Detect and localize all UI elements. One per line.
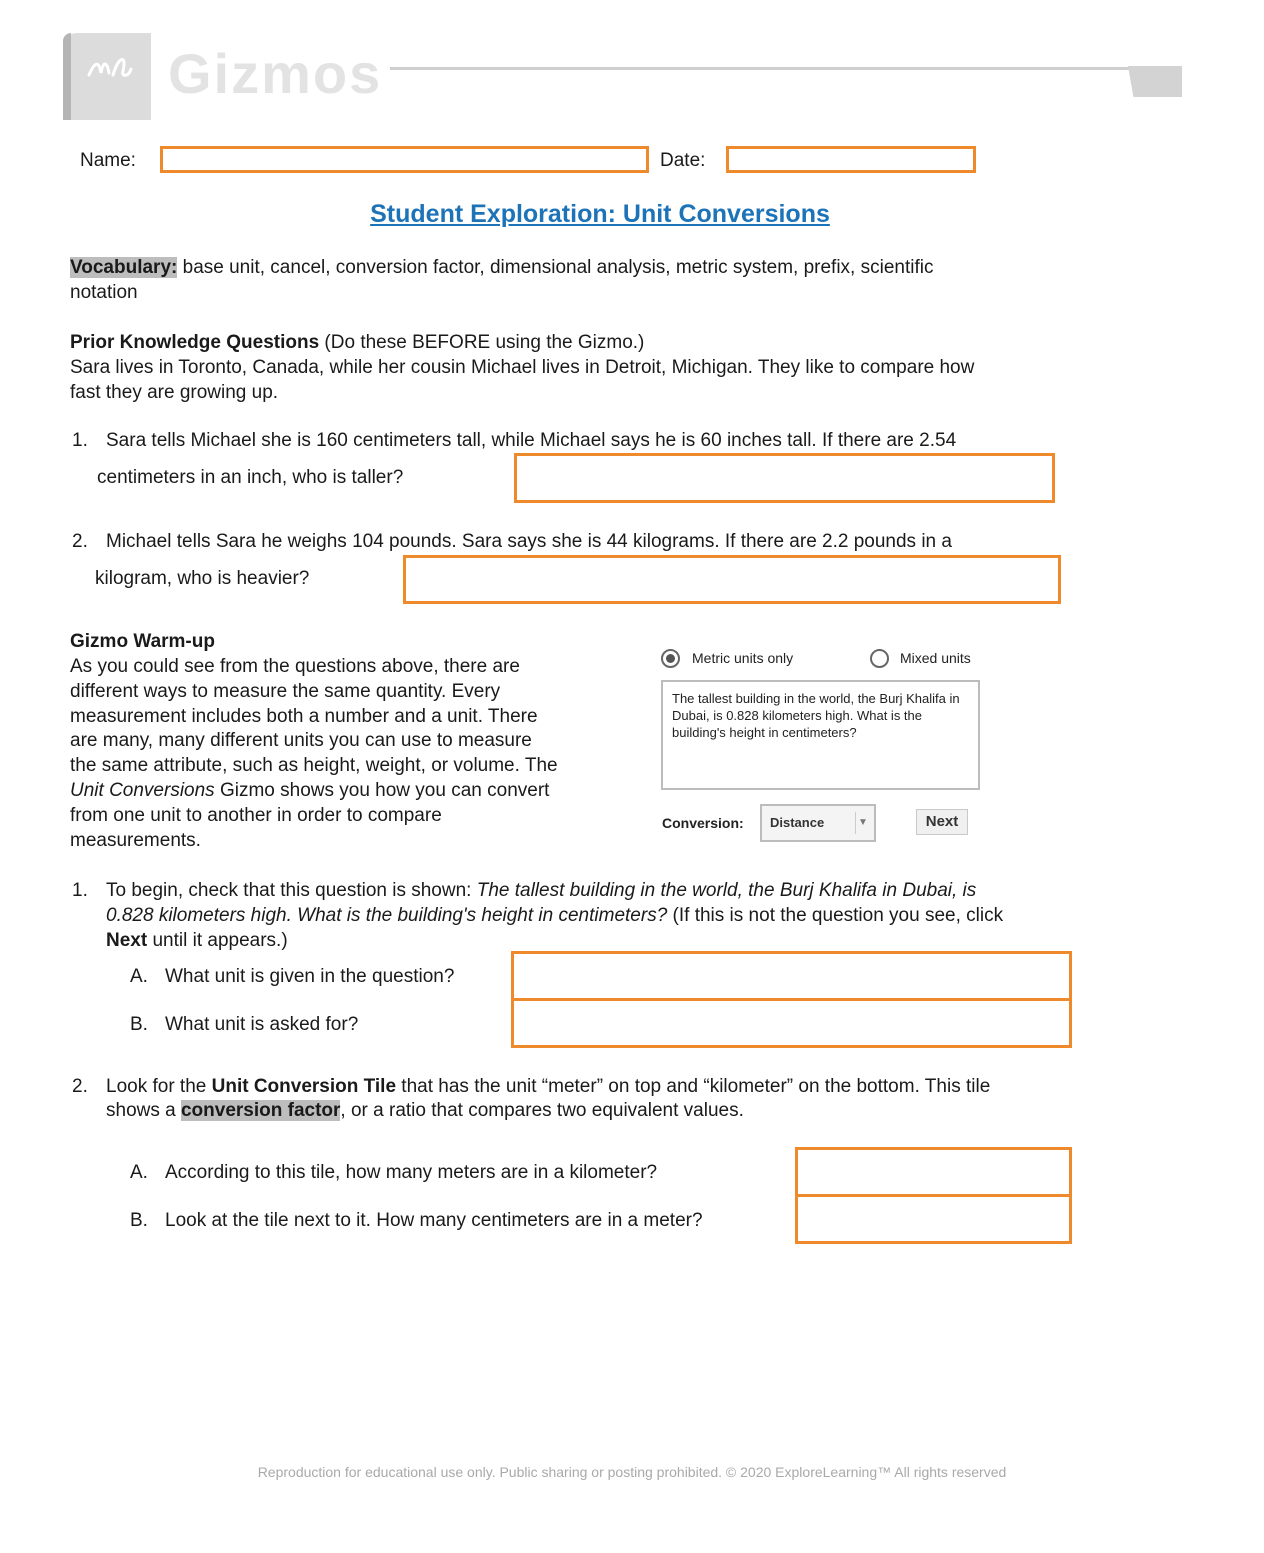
gizmos-logo-block [63, 33, 151, 120]
header-tab [1128, 66, 1182, 97]
prior-note: (Do these BEFORE using the Gizmo.) [319, 332, 645, 353]
warmup-q1-line-3 [106, 928, 288, 953]
warmup-q1a-label: A. [130, 966, 148, 987]
warmup-line-1: As you could see from the questions above, there are [70, 656, 520, 677]
warmup-q2b-answer-box[interactable] [795, 1194, 1072, 1244]
header-rule [390, 67, 1142, 70]
warmup-q2-line-1a: Look for the [106, 1076, 212, 1097]
vocabulary-terms: base unit, cancel, conversion factor, dimensional analysis, metric system, prefix, scientific [177, 257, 934, 278]
prior-intro-1: Sara lives in Toronto, Canada, while her cousin Michael lives in Detroit, Michigan. They like to compare how [70, 357, 975, 378]
warmup-q1b-answer-box[interactable] [511, 998, 1072, 1048]
page-title: Student Exploration: Unit Conversions [370, 200, 830, 228]
vocabulary-line-2: notation [70, 282, 138, 303]
gizmo-question-text: The tallest building in the world, the Burj Khalifa in Dubai, is 0.828 kilometers high. What is the building's height in centimeters? [672, 691, 960, 740]
warmup-line-7: from one unit to another in order to compare [70, 805, 442, 826]
prior-q1-number: 1. [72, 430, 88, 451]
warmup-q1-line-1 [106, 878, 976, 903]
unit-conversion-tile-term: Unit Conversion Tile [211, 1076, 397, 1097]
warmup-q2a-label: A. [130, 1162, 148, 1183]
name-field[interactable] [160, 146, 649, 173]
warmup-q2b-label: B. [130, 1210, 148, 1231]
warmup-q1-line-1a: To begin, check that this question is shown: [106, 880, 477, 901]
warmup-heading [70, 629, 215, 654]
conversion-select-value: Distance [770, 815, 825, 830]
logo-script-icon [85, 51, 135, 83]
warmup-line-6 [70, 778, 549, 803]
warmup-q1-line-2a: 0.828 kilometers high. What is the building's height in centimeters? [106, 905, 668, 926]
prior-q1-line-2: centimeters in an inch, who is taller? [97, 467, 404, 488]
warmup-q2a-text: According to this tile, how many meters are in a kilometer? [165, 1162, 658, 1183]
prior-q2-line-1: Michael tells Sara he weighs 104 pounds. Sara says she is 44 kilograms. If there are 2.2 pounds in a [106, 531, 952, 552]
warmup-q2b-text: Look at the tile next to it. How many centimeters are in a meter? [165, 1210, 703, 1231]
prior-heading-line [70, 330, 644, 355]
warmup-heading-text: Gizmo Warm-up [70, 631, 215, 652]
logo-stem [63, 33, 71, 120]
warmup-q1-number: 1. [72, 880, 88, 901]
radio-metric-label: Metric units only [692, 650, 794, 666]
warmup-q1-line-2b: (If this is not the question you see, click [667, 905, 1004, 926]
prior-q2-line-2: kilogram, who is heavier? [95, 568, 310, 589]
date-label: Date: [660, 150, 706, 171]
chevron-down-icon: ▼ [855, 812, 870, 834]
warmup-line-4: are many, many different units you can use to measure [70, 730, 532, 751]
prior-heading: Prior Knowledge Questions [70, 332, 320, 353]
warmup-q2a-answer-box[interactable] [795, 1147, 1072, 1197]
warmup-q2-line-2b: , or a ratio that compares two equivalent values. [340, 1100, 744, 1121]
footer-copyright: Reproduction for educational use only. Public sharing or posting prohibited. © 2020 ExploreLearning™ All rights reserved [257, 1464, 1007, 1480]
name-label: Name: [80, 150, 136, 171]
warmup-line-6-rest: Gizmo shows you how you can convert [214, 780, 550, 801]
prior-q2-answer-box[interactable] [403, 555, 1061, 604]
conversion-factor-term: conversion factor [180, 1100, 341, 1121]
warmup-q1-line-1b: The tallest building in the world, the Burj Khalifa in Dubai, is [476, 880, 977, 901]
next-keyword: Next [106, 930, 148, 951]
warmup-q2-number: 2. [72, 1076, 88, 1097]
warmup-line-2: different ways to measure the same quantity. Every [70, 681, 501, 702]
next-button[interactable]: Next [916, 809, 968, 835]
warmup-q1a-answer-box[interactable] [511, 951, 1072, 1001]
prior-q2-number: 2. [72, 531, 88, 552]
gizmo-name: Unit Conversions [70, 780, 215, 801]
warmup-q2-line-2a: shows a [106, 1100, 181, 1121]
warmup-q2-line-2 [106, 1098, 744, 1123]
vocabulary-line-1 [70, 255, 933, 280]
warmup-q1-line-3-rest: until it appears.) [147, 930, 288, 951]
prior-intro-2: fast they are growing up. [70, 382, 279, 403]
prior-q1-answer-box[interactable] [514, 453, 1055, 503]
warmup-line-5: the same attribute, such as height, weight, or volume. The [70, 755, 558, 776]
warmup-line-8: measurements. [70, 830, 201, 851]
warmup-q2-line-1 [106, 1074, 990, 1099]
warmup-q2-line-1b: that has the unit “meter” on top and “kilometer” on the bottom. This tile [396, 1076, 991, 1097]
radio-metric-units[interactable] [661, 649, 680, 668]
warmup-line-3: measurement includes both a number and a unit. There [70, 706, 538, 727]
warmup-q1-line-2 [106, 903, 1003, 928]
radio-mixed-units[interactable] [870, 649, 889, 668]
date-field[interactable] [726, 146, 976, 173]
prior-q1-line-1: Sara tells Michael she is 160 centimeters tall, while Michael says he is 60 inches tall. If there are 2.54 [106, 430, 957, 451]
conversion-label: Conversion: [662, 815, 744, 831]
warmup-q1b-text: What unit is asked for? [165, 1014, 359, 1035]
warmup-q1b-label: B. [130, 1014, 148, 1035]
warmup-q1a-text: What unit is given in the question? [165, 966, 455, 987]
logo-wordmark: Gizmos [168, 42, 383, 105]
radio-mixed-label: Mixed units [900, 650, 971, 666]
vocabulary-label: Vocabulary: [70, 257, 178, 278]
